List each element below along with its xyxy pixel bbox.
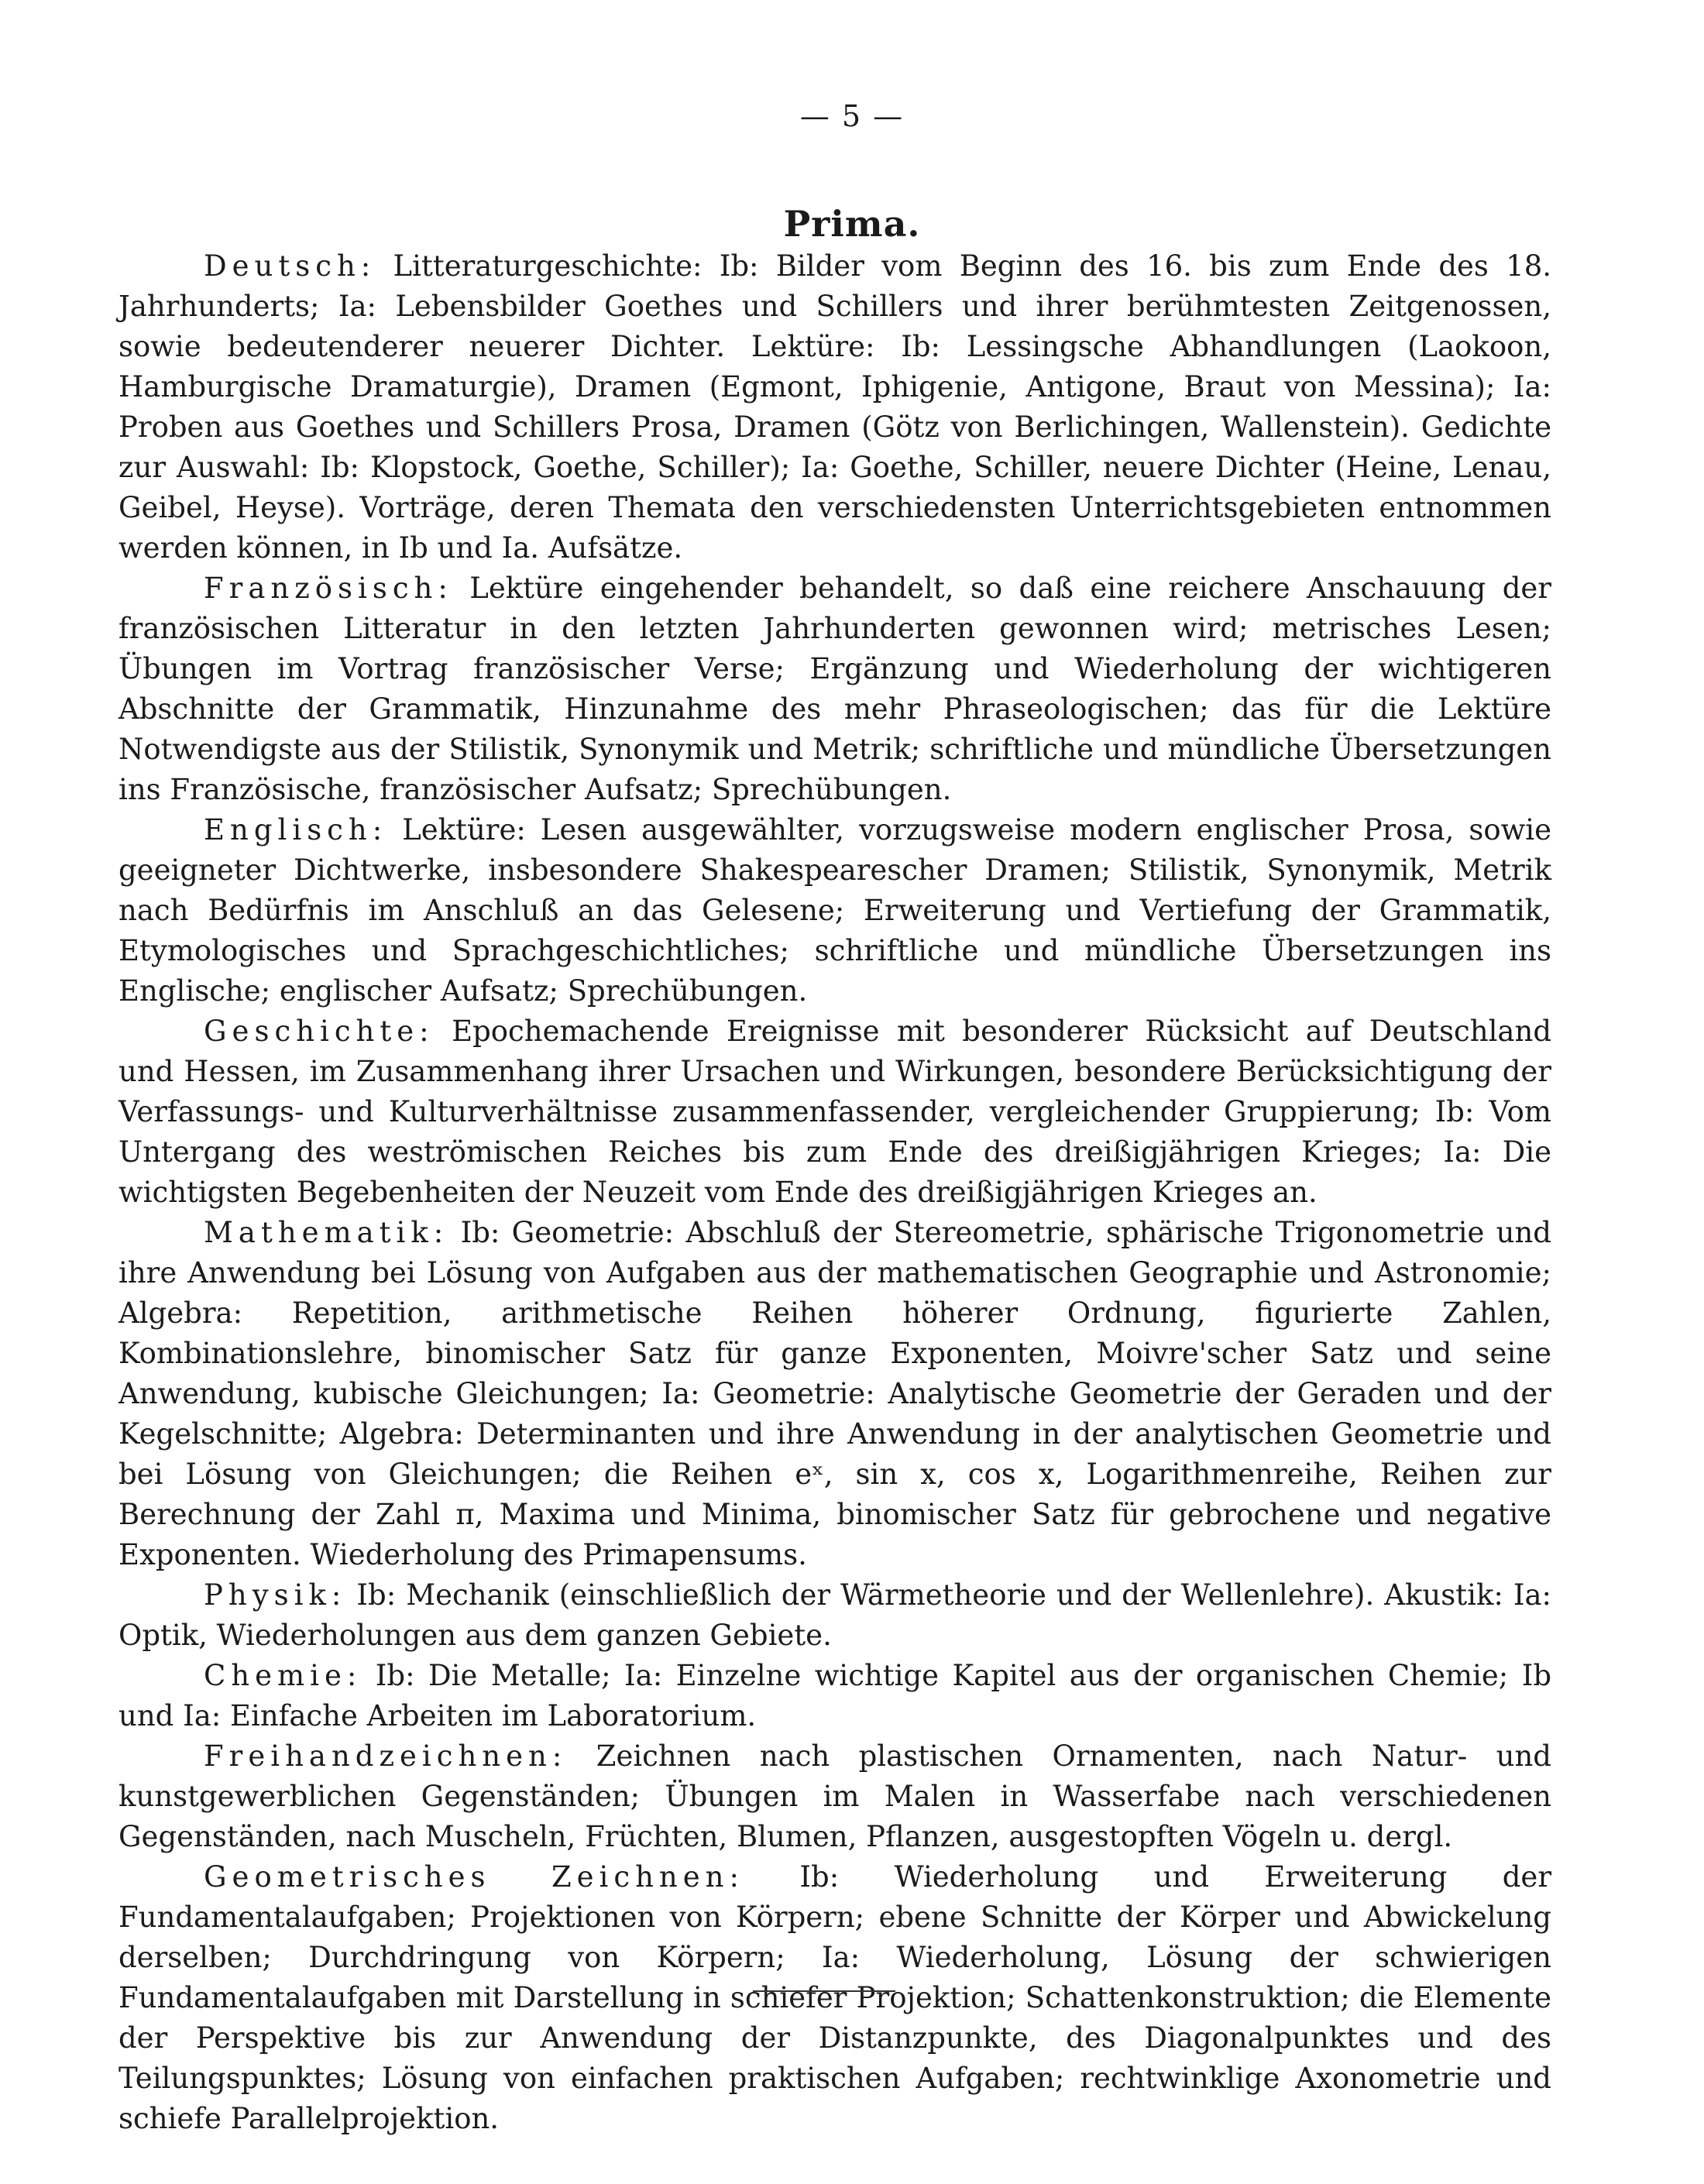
paragraph-text: Lektüre eingehender behandelt, so daß eine reichere Anschauung der französischen Litteratur in den letzten Jahrhunderten gewonnen wird; metrisches Lesen; Übungen im Vortrag französischer Verse; Ergänzung und Wiederholung der wichtigeren Abschnitte der Grammatik, Hinzunahme des mehr Phraseologischen; das für die Lektüre Notwendigste aus der Stilistik, Synonymik und Metrik; schriftliche und mündliche Übersetzungen ins Französische, französischer Aufsatz; Sprechübungen.	[119, 572, 1551, 806]
paragraph-text: Ib: Mechanik (einschließlich der Wärmetheorie und der Wellenlehre). Akustik: Ia: Optik, Wiederholungen aus dem ganzen Gebiete.	[119, 1578, 1552, 1652]
paragraph-geschichte	[119, 1011, 1551, 1213]
paragraph-franzoesisch	[119, 568, 1551, 810]
subject-label: Englisch:	[204, 813, 388, 846]
subject-label: Französisch:	[204, 572, 453, 605]
paragraph-chemie	[119, 1656, 1551, 1736]
paragraph-physik	[119, 1575, 1551, 1656]
paragraph-mathematik	[119, 1213, 1551, 1575]
paragraph-text: Ib: Geometrie: Abschluß der Stereometrie, sphärische Trigonometrie und ihre Anwendung bei Lösung von Aufgaben aus der mathematischen Geographie und Astronomie; Algebra: Repetition, arithmetische Reihen höherer Ordnung, figurierte Zahlen, Kombinationslehre, binomischer Satz für ganze Exponenten, Moivre'scher Satz und seine Anwendung, kubische Gleichungen; Ia: Geometrie: Analytische Geometrie der Geraden und der Kegelschnitte; Algebra: Determinanten und ihre Anwendung in der analytischen Geometrie und bei Lösung von Gleichungen; die Reihen eˣ, sin x, cos x, Logarithmenreihe, Reihen zur Berechnung der Zahl π, Maxima und Minima, binomischer Satz für gebrochene und negative Exponenten. Wiederholung des Primapensums.	[119, 1216, 1551, 1571]
paragraph-text: Epochemachende Ereignisse mit besonderer Rücksicht auf Deutschland und Hessen, im Zusammenhang ihrer Ursachen und Wirkungen, besondere Berücksichtigung der Verfassungs- und Kulturverhältnisse zusammenfassender, vergleichender Gruppierung; Ib: Vom Untergang des weströmischen Reiches bis zum Ende des dreißigjährigen Krieges; Ia: Die wichtigsten Begebenheiten der Neuzeit vom Ende des dreißigjährigen Krieges an.	[119, 1015, 1551, 1209]
subject-label: Geometrisches Zeichnen:	[204, 1860, 744, 1894]
paragraph-geometrisches-zeichnen	[119, 1857, 1551, 2139]
section-heading: Prima.	[783, 203, 921, 245]
paragraph-deutsch	[119, 246, 1551, 568]
page-number: — 5 —	[799, 99, 905, 133]
paragraph-text: Zeichnen nach plastischen Ornamenten, nach Natur- und kunstgewerblichen Gegenständen; Übungen im Malen in Wasserfabe nach verschiedenen Gegenständen, nach Muscheln, Früchten, Blumen, Pflanzen, ausgestopften Vögeln u. dergl.	[119, 1739, 1551, 1853]
subject-label: Deutsch:	[204, 249, 376, 283]
body-text	[119, 246, 1551, 2139]
subject-label: Physik:	[204, 1578, 347, 1612]
paragraph-text: Ib: Die Metalle; Ia: Einzelne wichtige Kapitel aus der organischen Chemie; Ib und Ia: Einfache Arbeiten im Laboratorium.	[119, 1659, 1552, 1732]
subject-label: Chemie:	[204, 1659, 362, 1692]
subject-label: Freihandzeichnen:	[204, 1739, 568, 1773]
paragraph-text: Litteraturgeschichte: Ib: Bilder vom Beginn des 16. bis zum Ende des 18. Jahrhunderts; Ia: Lebensbilder Goethes und Schillers und ihrer berühmtesten Zeitgenossen, sowie bedeutenderer neuerer Dichter. Lektüre: Ib: Lessingsche Abhandlungen (Laokoon, Hamburgische Dramaturgie), Dramen (Egmont, Iphigenie, Antigone, Braut von Messina); Ia: Proben aus Goethes und Schillers Prosa, Dramen (Götz von Berlichingen, Wallenstein). Gedichte zur Auswahl: Ib: Klopstock, Goethe, Schiller); Ia: Goethe, Schiller, neuere Dichter (Heine, Lenau, Geibel, Heyse). Vorträge, deren Themata den verschiedensten Unterrichtsgebieten entnommen werden können, in Ib und Ia. Aufsätze.	[119, 249, 1552, 565]
paragraph-englisch	[119, 810, 1551, 1011]
paragraph-freihandzeichnen	[119, 1736, 1551, 1857]
paragraph-text: Lektüre: Lesen ausgewählter, vorzugsweise modern englischer Prosa, sowie geeigneter Dichtwerke, insbesondere Shakespearescher Dramen; Stilistik, Synonymik, Metrik nach Bedürfnis im Anschluß an das Gelesene; Erweiterung und Vertiefung der Grammatik, Etymologisches und Sprachgeschichtliches; schriftliche und mündliche Übersetzungen ins Englische; englischer Aufsatz; Sprechübungen.	[119, 813, 1551, 1008]
subject-label: Geschichte:	[204, 1015, 435, 1048]
end-divider	[753, 1990, 895, 1992]
paragraph-text: Ib: Wiederholung und Erweiterung der Fundamentalaufgaben; Projektionen von Körpern; ebene Schnitte der Körper und Abwickelung derselben; Durchdringung von Körpern; Ia: Wiederholung, Lösung der schwierigen Fundamentalaufgaben mit Darstellung in schiefer Projektion; Schattenkonstruktion; die Elemente der Perspektive bis zur Anwendung der Distanzpunkte, des Diagonalpunktes und des Teilungspunktes; Lösung von einfachen praktischen Aufgaben; rechtwinklige Axonometrie und schiefe Parallelprojektion.	[119, 1860, 1552, 2135]
subject-label: Mathematik:	[204, 1216, 449, 1249]
